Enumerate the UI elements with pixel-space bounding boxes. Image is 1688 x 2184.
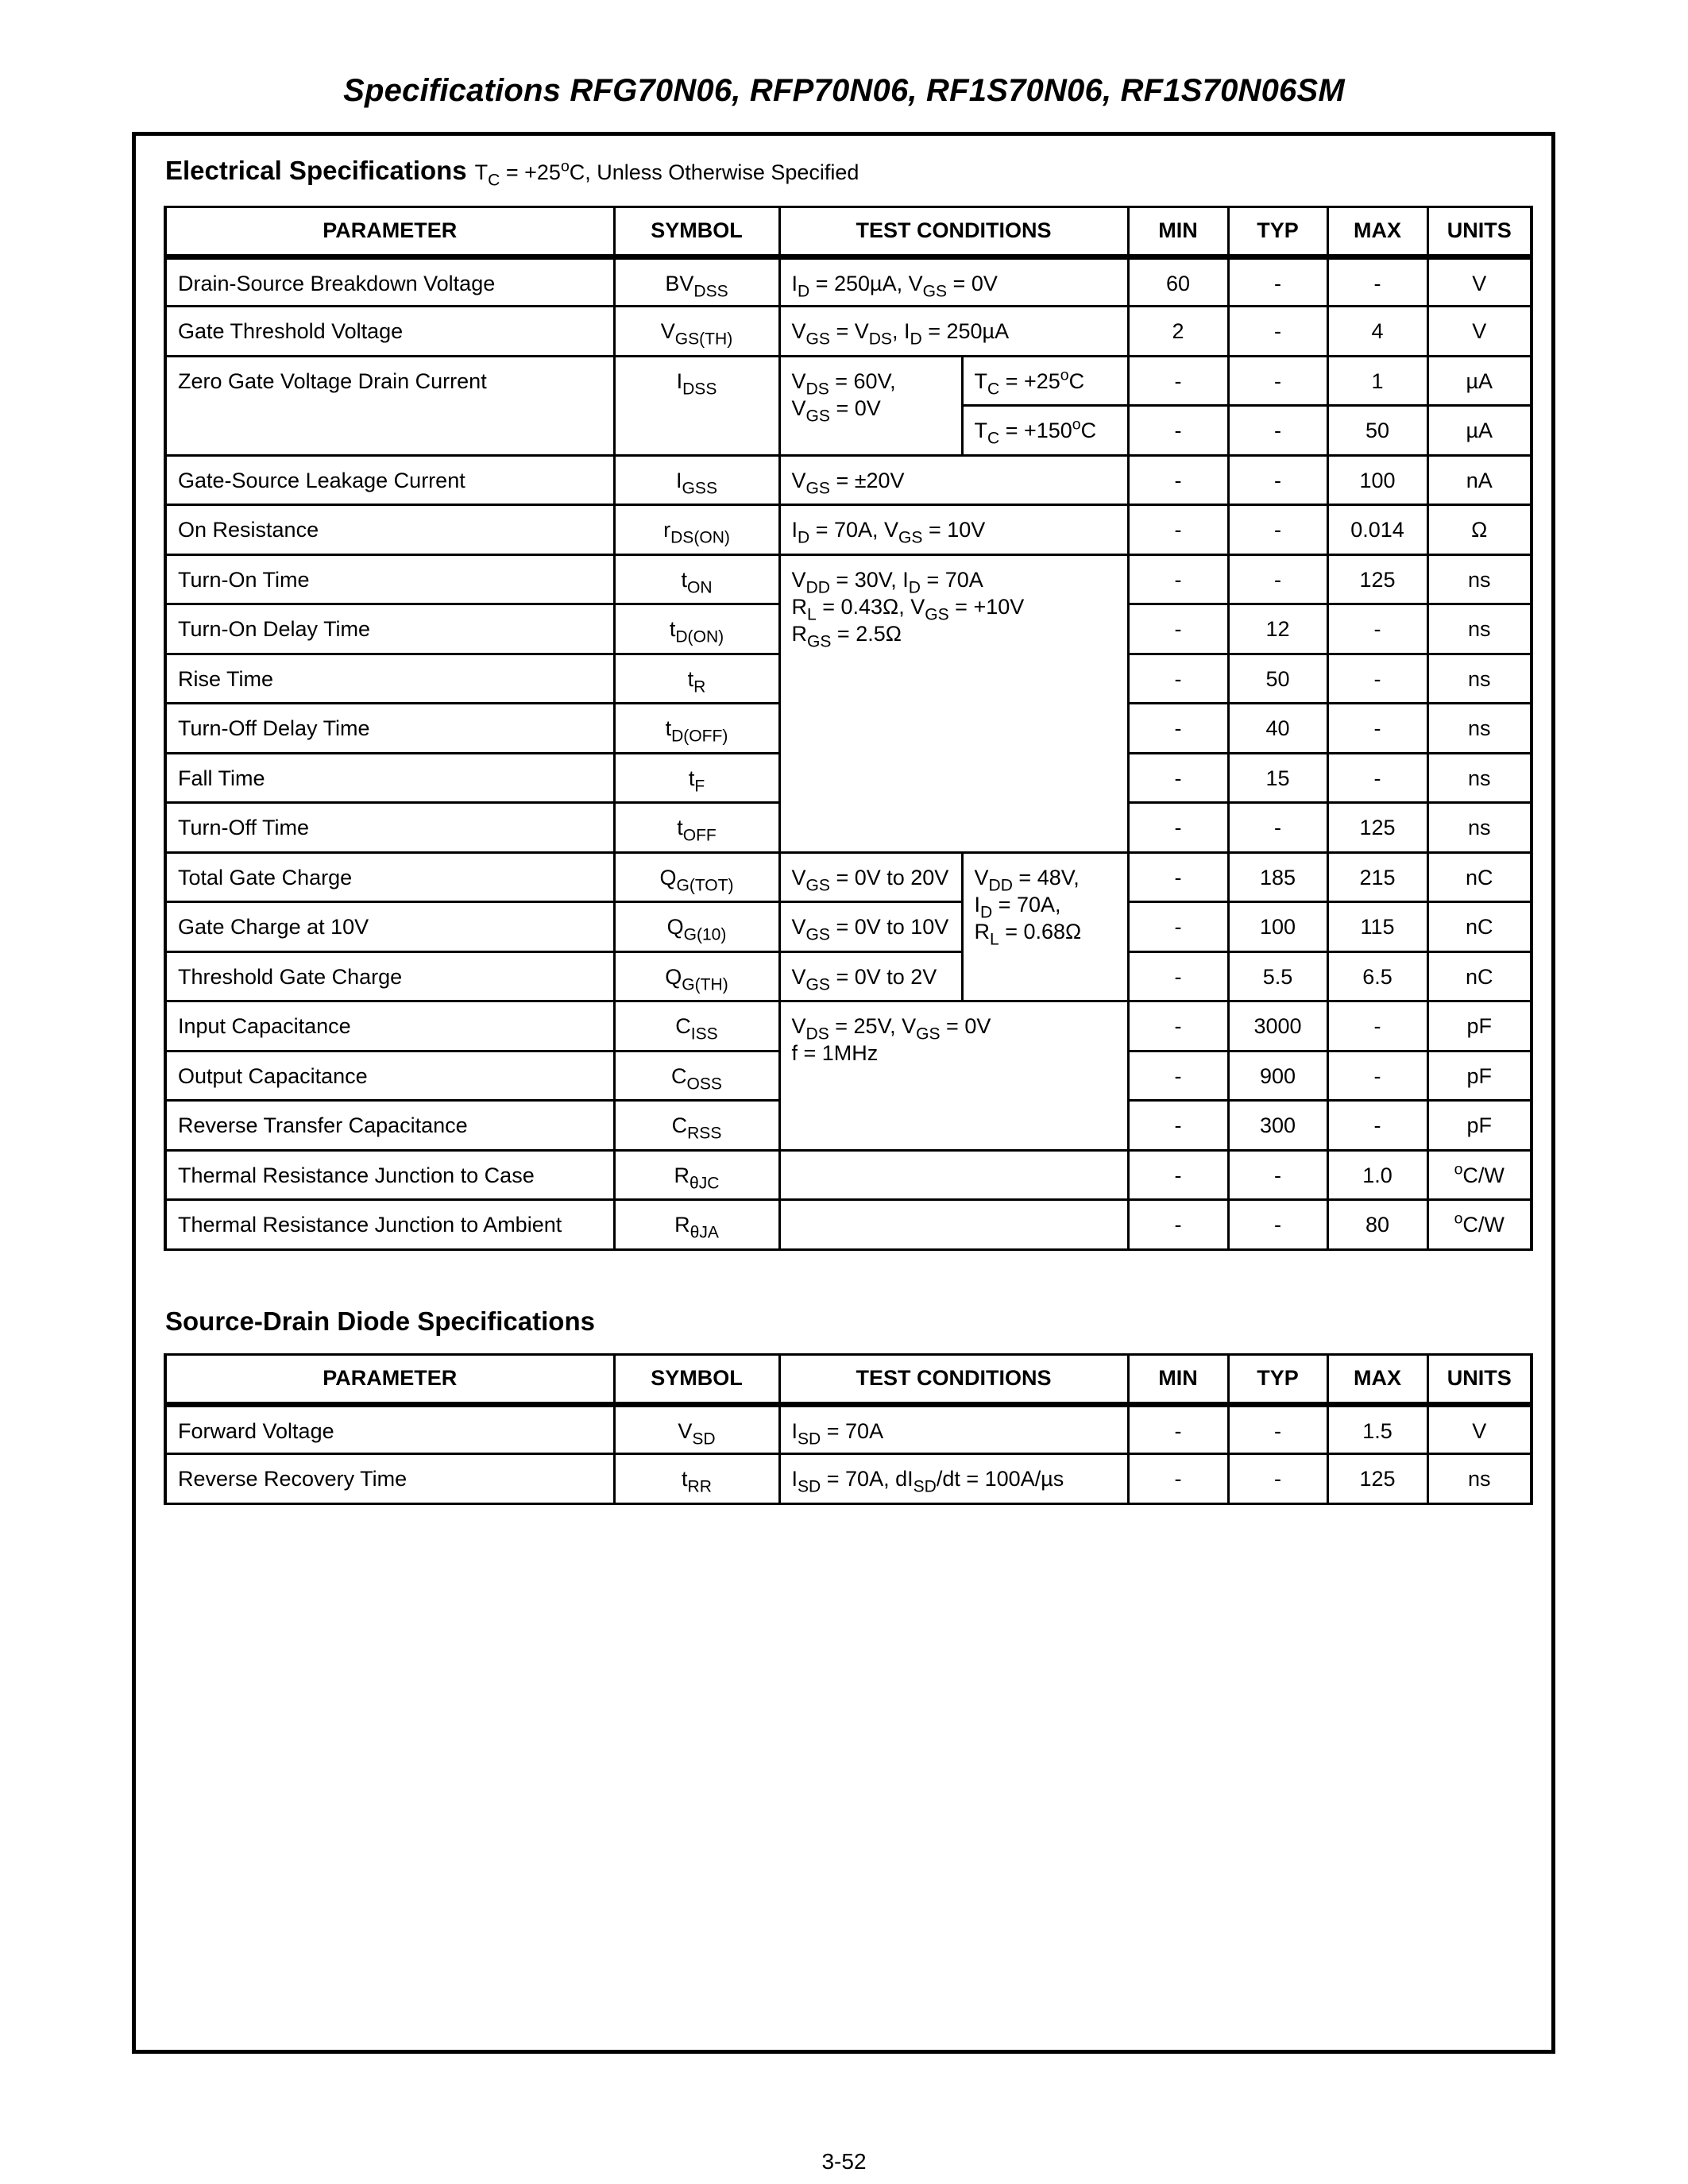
min-cell: - [1128, 554, 1228, 604]
max-cell: - [1327, 654, 1427, 704]
col-test-conditions: TEST CONDITIONS [779, 207, 1128, 257]
col-typ: TYP [1228, 207, 1327, 257]
typ-cell: - [1228, 505, 1327, 555]
source-drain-specs-title: Source-Drain Diode Specifications [165, 1306, 595, 1336]
max-cell: 50 [1327, 406, 1427, 456]
units-cell: $^o$C/W [1427, 1150, 1532, 1200]
typ-cell: 12 [1228, 604, 1327, 654]
units-cell: µA [1427, 356, 1532, 406]
max-cell: - [1327, 1101, 1427, 1151]
max-cell: 125 [1327, 554, 1427, 604]
typ-cell: - [1228, 803, 1327, 853]
gate-charge-condition-cell: $V_{DD} = 48V$, $I_D = 70A$, $R_L = 0.68\Omega$ [962, 852, 1128, 1001]
table-header-row [165, 207, 1532, 257]
capacitance-condition-cell: $V_{DS} = 25V$, $V_{GS} = 0V$ f = 1MHz [779, 1001, 1128, 1151]
table-row [165, 902, 1532, 952]
symbol-cell: $t_{D(ON)}$ [614, 604, 779, 654]
col-test-conditions: TEST CONDITIONS [779, 1355, 1128, 1405]
typ-cell: - [1228, 307, 1327, 357]
parameter-cell: On Resistance [165, 505, 614, 555]
table-row [165, 1454, 1532, 1504]
max-cell: 4 [1327, 307, 1427, 357]
test-condition-cell: $I_D = 70A$, $V_{GS} = 10V$ [779, 505, 1128, 555]
units-cell: Ω [1427, 505, 1532, 555]
symbol-cell: $I_{GSS}$ [614, 455, 779, 505]
min-cell: - [1128, 406, 1228, 456]
electrical-specs-title [165, 156, 859, 190]
units-cell: µA [1427, 406, 1532, 456]
min-cell: - [1128, 455, 1228, 505]
min-cell: - [1128, 1101, 1228, 1151]
symbol-cell: $t_{RR}$ [614, 1454, 779, 1504]
units-cell: ns [1427, 604, 1532, 654]
col-min: MIN [1128, 1355, 1228, 1405]
table-row [165, 852, 1532, 902]
temperature-condition-cell: $T_C = +150^oC$ [962, 406, 1128, 456]
col-max: MAX [1327, 207, 1427, 257]
units-cell: nC [1427, 902, 1532, 952]
typ-cell: - [1228, 554, 1327, 604]
units-cell: V [1427, 257, 1532, 307]
min-cell: - [1128, 356, 1228, 406]
symbol-cell: $t_F$ [614, 753, 779, 803]
units-cell: pF [1427, 1101, 1532, 1151]
units-cell: ns [1427, 704, 1532, 754]
electrical-specs-table [164, 206, 1533, 1251]
typ-cell: 40 [1228, 704, 1327, 754]
parameter-cell: Total Gate Charge [165, 852, 614, 902]
min-cell: - [1128, 505, 1228, 555]
symbol-cell: $V_{GS(TH)}$ [614, 307, 779, 357]
test-condition-cell: $V_{GS} = V_{DS}$, $I_D = 250\mu A$ [779, 307, 1128, 357]
min-cell: - [1128, 1454, 1228, 1504]
test-condition-cell: $I_{SD} = 70A$, $dI_{SD}/dt = 100A/\mu s$ [779, 1454, 1128, 1504]
units-cell: ns [1427, 753, 1532, 803]
max-cell: 6.5 [1327, 951, 1427, 1001]
test-condition-cell: $I_D = 250\mu A$, $V_{GS} = 0V$ [779, 257, 1128, 307]
symbol-cell: $t_{D(OFF)}$ [614, 704, 779, 754]
electrical-specs-heading: Electrical Specifications [165, 156, 467, 185]
typ-cell: - [1228, 1150, 1327, 1200]
electrical-specs-condition: $T_C = +25^oC$, Unless Otherwise Specified [474, 157, 859, 190]
symbol-cell: $Q_{G(TH)}$ [614, 951, 779, 1001]
typ-cell: - [1228, 1404, 1327, 1454]
units-cell: nC [1427, 951, 1532, 1001]
parameter-cell: Thermal Resistance Junction to Case [165, 1150, 614, 1200]
col-units: UNITS [1427, 1355, 1532, 1405]
temperature-condition-cell: $T_C = +25^oC$ [962, 356, 1128, 406]
table-row [165, 1404, 1532, 1454]
table-row [165, 307, 1532, 357]
col-symbol: SYMBOL [614, 1355, 779, 1405]
units-cell: V [1427, 307, 1532, 357]
symbol-cell: $R_{\theta JC}$ [614, 1150, 779, 1200]
parameter-cell: Reverse Recovery Time [165, 1454, 614, 1504]
parameter-cell: Gate-Source Leakage Current [165, 455, 614, 505]
source-drain-specs-table [164, 1353, 1533, 1505]
table-row [165, 1001, 1532, 1051]
typ-cell: 50 [1228, 654, 1327, 704]
test-condition-cell [779, 1200, 1128, 1250]
typ-cell: 900 [1228, 1051, 1327, 1101]
min-cell: - [1128, 803, 1228, 853]
symbol-cell: $C_{OSS}$ [614, 1051, 779, 1101]
min-cell: 60 [1128, 257, 1228, 307]
table-row [165, 554, 1532, 604]
typ-cell: 15 [1228, 753, 1327, 803]
test-condition-cell: $I_{SD} = 70A$ [779, 1404, 1128, 1454]
symbol-cell: $t_{ON}$ [614, 554, 779, 604]
parameter-cell: Input Capacitance [165, 1001, 614, 1051]
col-typ: TYP [1228, 1355, 1327, 1405]
symbol-cell: $Q_{G(TOT)}$ [614, 852, 779, 902]
table-row [165, 505, 1532, 555]
typ-cell: - [1228, 356, 1327, 406]
table-row [165, 1200, 1532, 1250]
max-cell: - [1327, 704, 1427, 754]
units-cell: $^o$C/W [1427, 1200, 1532, 1250]
page-title: Specifications RFG70N06, RFP70N06, RF1S70N06, RF1S70N06SM [343, 73, 1345, 108]
parameter-cell: Rise Time [165, 654, 614, 704]
symbol-cell: $r_{DS(ON)}$ [614, 505, 779, 555]
units-cell: pF [1427, 1051, 1532, 1101]
symbol-cell: $t_R$ [614, 654, 779, 704]
typ-cell: 100 [1228, 902, 1327, 952]
parameter-cell: Turn-On Time [165, 554, 614, 604]
min-cell: - [1128, 951, 1228, 1001]
max-cell: 125 [1327, 803, 1427, 853]
max-cell: 100 [1327, 455, 1427, 505]
symbol-cell: $R_{\theta JA}$ [614, 1200, 779, 1250]
test-condition-cell: $V_{GS} = 0V$ to 20V [779, 852, 962, 902]
table-row [165, 356, 1532, 406]
min-cell: - [1128, 1404, 1228, 1454]
min-cell: - [1128, 654, 1228, 704]
typ-cell: 300 [1228, 1101, 1327, 1151]
units-cell: nA [1427, 455, 1532, 505]
table-row [165, 1150, 1532, 1200]
parameter-cell: Turn-On Delay Time [165, 604, 614, 654]
test-condition-cell: $V_{GS} = 0V$ to 10V [779, 902, 962, 952]
max-cell: 0.014 [1327, 505, 1427, 555]
parameter-cell: Gate Threshold Voltage [165, 307, 614, 357]
min-cell: - [1128, 1200, 1228, 1250]
min-cell: - [1128, 852, 1228, 902]
units-cell: ns [1427, 654, 1532, 704]
max-cell: 80 [1327, 1200, 1427, 1250]
max-cell: - [1327, 1051, 1427, 1101]
table-row [165, 455, 1532, 505]
symbol-cell: $C_{RSS}$ [614, 1101, 779, 1151]
min-cell: - [1128, 1051, 1228, 1101]
typ-cell: 5.5 [1228, 951, 1327, 1001]
min-cell: - [1128, 1001, 1228, 1051]
max-cell: 1.5 [1327, 1404, 1427, 1454]
col-units: UNITS [1427, 207, 1532, 257]
table-row [165, 257, 1532, 307]
max-cell: - [1327, 257, 1427, 307]
symbol-cell: $C_{ISS}$ [614, 1001, 779, 1051]
units-cell: pF [1427, 1001, 1532, 1051]
col-min: MIN [1128, 207, 1228, 257]
units-cell: ns [1427, 554, 1532, 604]
test-condition-cell: $V_{DS} = 60V$, $V_{GS} = 0V$ [779, 356, 962, 455]
typ-cell: 185 [1228, 852, 1327, 902]
parameter-cell: Zero Gate Voltage Drain Current [165, 356, 614, 455]
typ-cell: - [1228, 1200, 1327, 1250]
parameter-cell: Threshold Gate Charge [165, 951, 614, 1001]
page-number: 3-52 [821, 2149, 867, 2174]
parameter-cell: Drain-Source Breakdown Voltage [165, 257, 614, 307]
symbol-cell: $V_{SD}$ [614, 1404, 779, 1454]
min-cell: - [1128, 902, 1228, 952]
max-cell: - [1327, 1001, 1427, 1051]
min-cell: - [1128, 604, 1228, 654]
symbol-cell: $t_{OFF}$ [614, 803, 779, 853]
min-cell: 2 [1128, 307, 1228, 357]
table-header-row [165, 1355, 1532, 1405]
max-cell: 215 [1327, 852, 1427, 902]
parameter-cell: Reverse Transfer Capacitance [165, 1101, 614, 1151]
parameter-cell: Output Capacitance [165, 1051, 614, 1101]
typ-cell: - [1228, 406, 1327, 456]
col-parameter: PARAMETER [165, 207, 614, 257]
parameter-cell: Thermal Resistance Junction to Ambient [165, 1200, 614, 1250]
switching-condition-cell: $V_{DD} = 30V$, $I_D = 70A$ $R_L = 0.43\Omega$, $V_{GS} = +10V$ $R_{GS} = 2.5\Omega$ [779, 554, 1128, 852]
test-condition-cell [779, 1150, 1128, 1200]
parameter-cell: Forward Voltage [165, 1404, 614, 1454]
parameter-cell: Turn-Off Delay Time [165, 704, 614, 754]
col-parameter: PARAMETER [165, 1355, 614, 1405]
symbol-cell: $I_{DSS}$ [614, 356, 779, 455]
min-cell: - [1128, 753, 1228, 803]
col-max: MAX [1327, 1355, 1427, 1405]
parameter-cell: Fall Time [165, 753, 614, 803]
max-cell: - [1327, 604, 1427, 654]
typ-cell: - [1228, 1454, 1327, 1504]
parameter-cell: Gate Charge at 10V [165, 902, 614, 952]
table-row [165, 951, 1532, 1001]
test-condition-cell: $V_{GS} = \pm 20V$ [779, 455, 1128, 505]
max-cell: 1 [1327, 356, 1427, 406]
typ-cell: 3000 [1228, 1001, 1327, 1051]
units-cell: ns [1427, 1454, 1532, 1504]
symbol-cell: $BV_{DSS}$ [614, 257, 779, 307]
units-cell: V [1427, 1404, 1532, 1454]
symbol-cell: $Q_{G(10)}$ [614, 902, 779, 952]
max-cell: - [1327, 753, 1427, 803]
col-symbol: SYMBOL [614, 207, 779, 257]
min-cell: - [1128, 704, 1228, 754]
max-cell: 115 [1327, 902, 1427, 952]
typ-cell: - [1228, 455, 1327, 505]
max-cell: 1.0 [1327, 1150, 1427, 1200]
parameter-cell: Turn-Off Time [165, 803, 614, 853]
units-cell: ns [1427, 803, 1532, 853]
units-cell: nC [1427, 852, 1532, 902]
test-condition-cell: $V_{GS} = 0V$ to 2V [779, 951, 962, 1001]
min-cell: - [1128, 1150, 1228, 1200]
typ-cell: - [1228, 257, 1327, 307]
max-cell: 125 [1327, 1454, 1427, 1504]
